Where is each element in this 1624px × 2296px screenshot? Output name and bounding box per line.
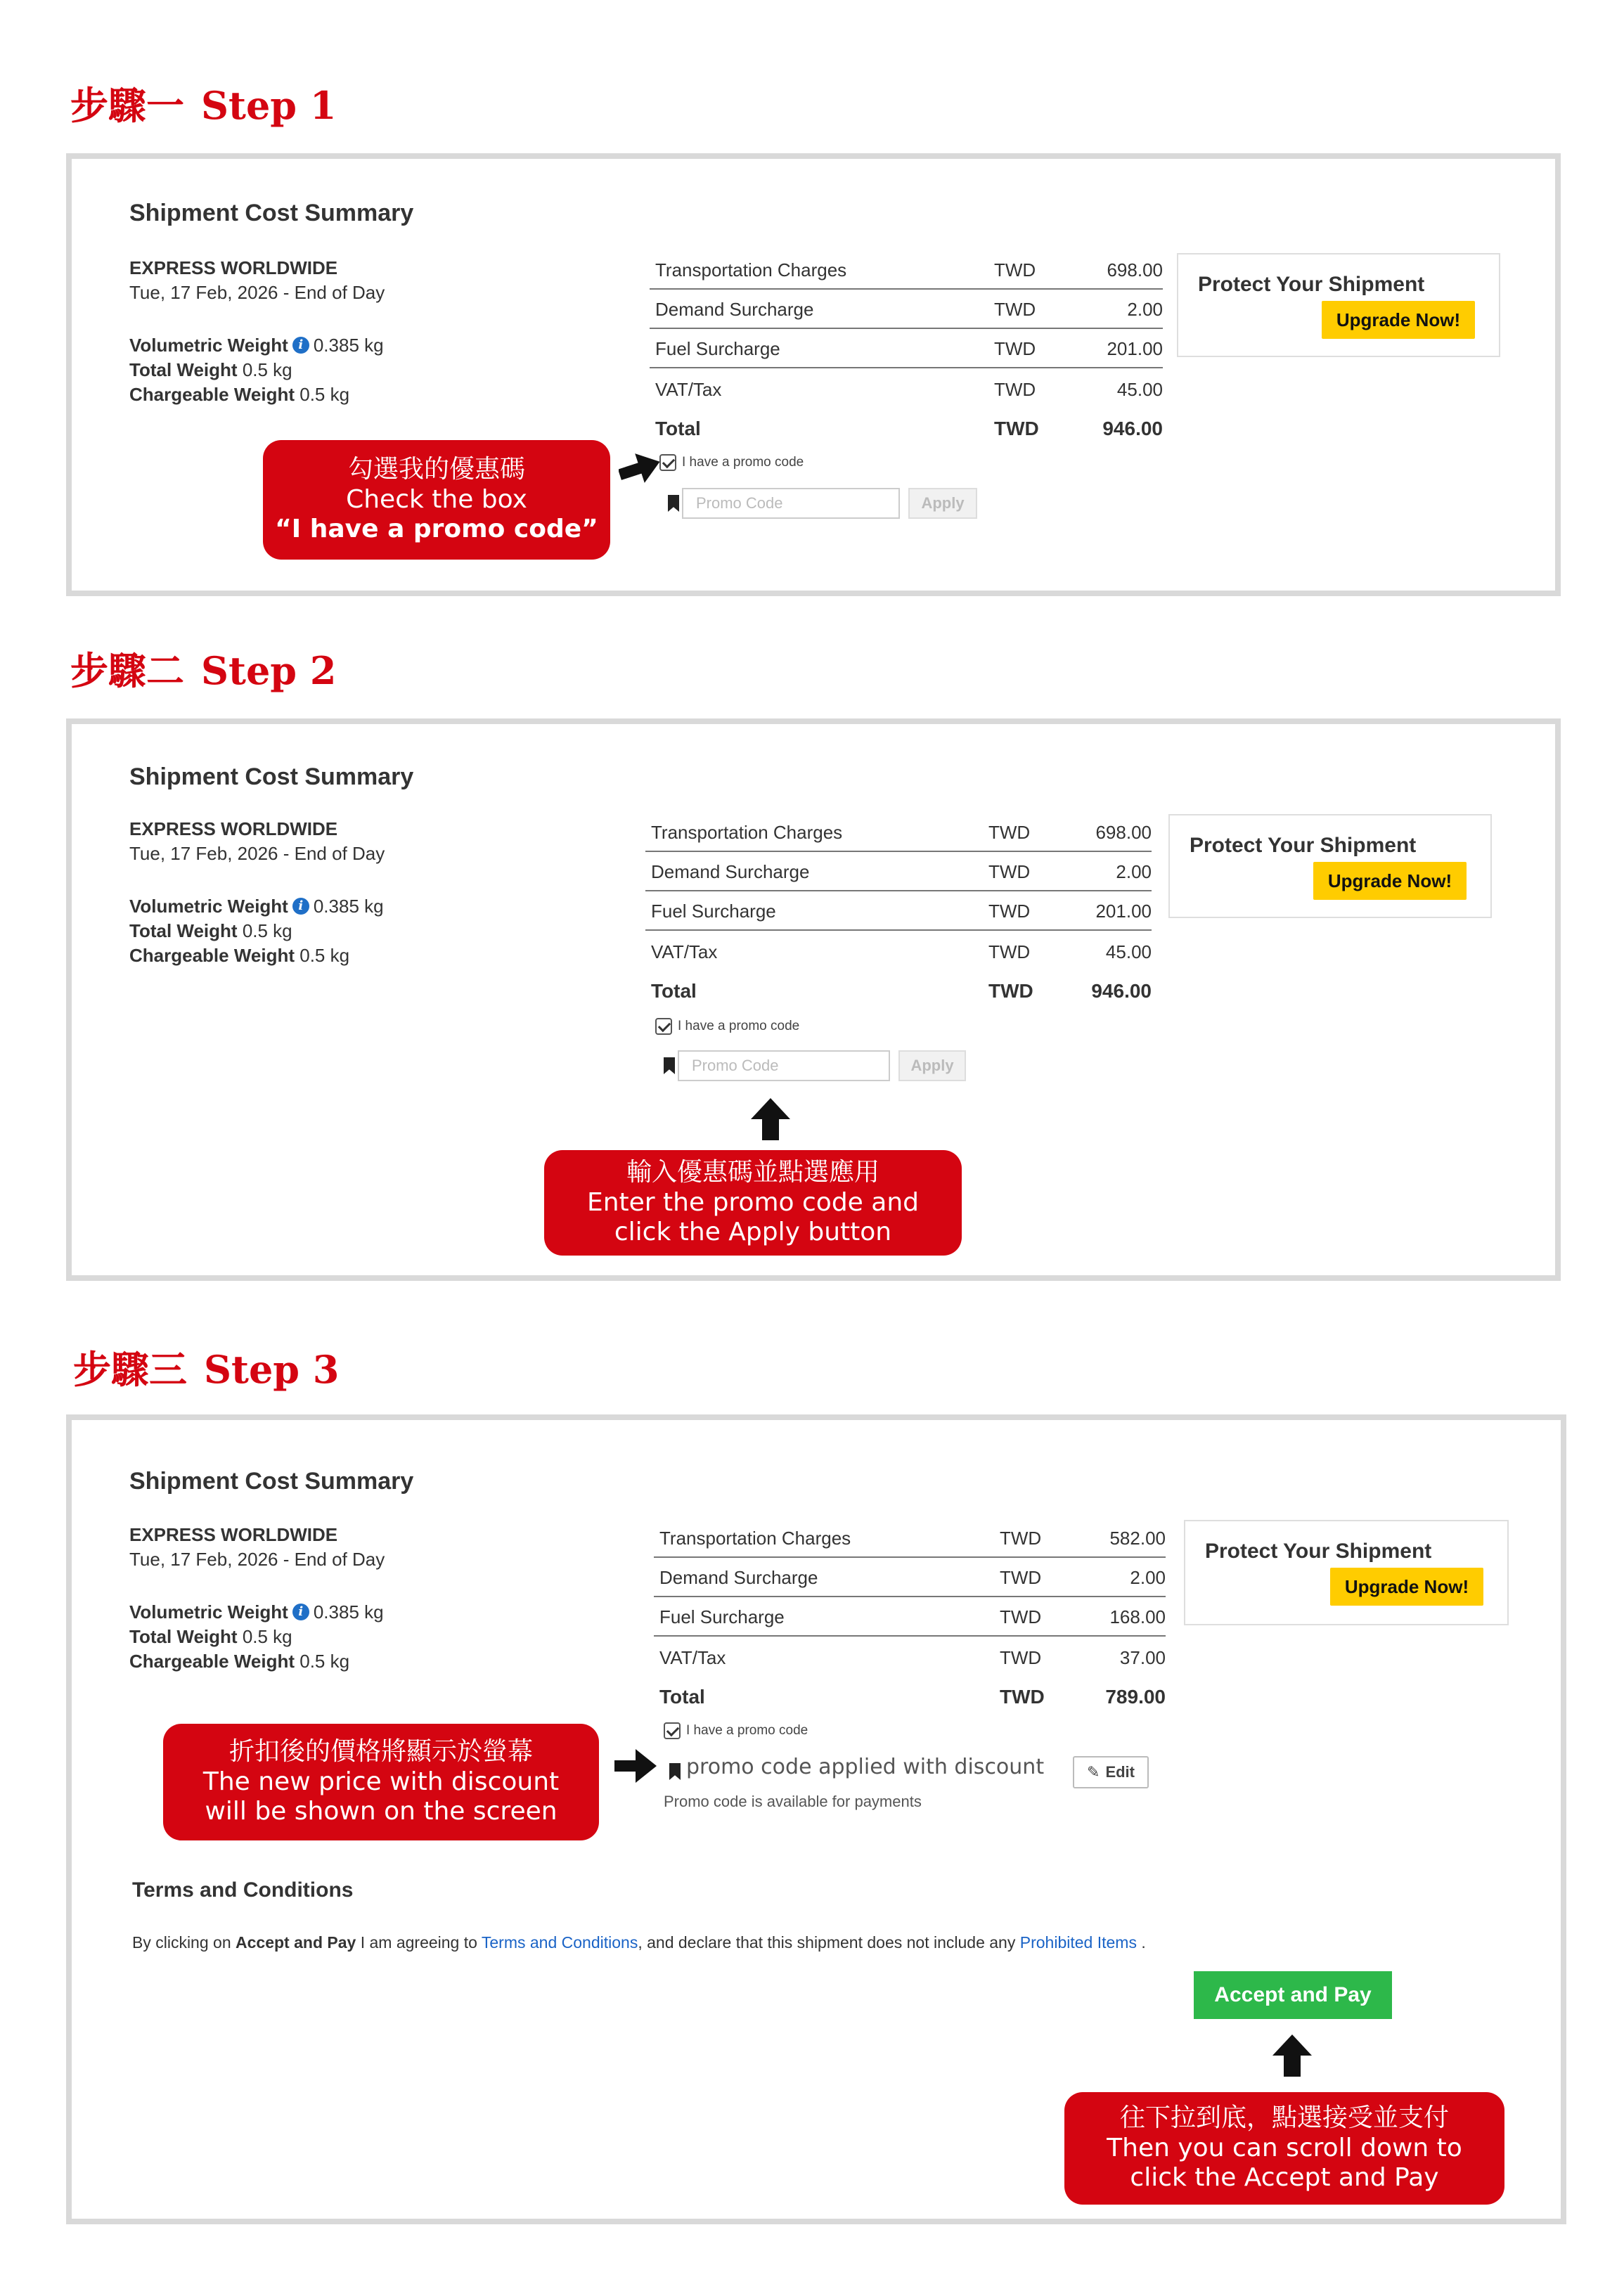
promo-code-input[interactable]: Promo Code bbox=[682, 488, 900, 519]
pencil-icon: ✎ bbox=[1087, 1763, 1100, 1781]
volumetric-weight: Volumetric Weight i 0.385 kg bbox=[129, 1601, 384, 1623]
ship-date: Tue, 17 Feb, 2026 - End of Day bbox=[129, 282, 385, 303]
terms-link[interactable]: Terms and Conditions bbox=[481, 1933, 638, 1952]
ship-date: Tue, 17 Feb, 2026 - End of Day bbox=[129, 1549, 385, 1570]
promo-checkbox[interactable]: I have a promo code bbox=[659, 454, 804, 471]
promo-applied-text: promo code applied with discount bbox=[686, 1755, 1045, 1779]
info-icon[interactable]: i bbox=[292, 1604, 309, 1620]
edit-promo-button[interactable]: ✎ Edit bbox=[1073, 1756, 1149, 1788]
accept-and-pay-button[interactable]: Accept and Pay bbox=[1194, 1971, 1392, 2019]
charge-row: VAT/Tax TWD 45.00 bbox=[651, 941, 1152, 962]
charge-row: Fuel Surcharge TWD 168.00 bbox=[654, 1597, 1166, 1637]
charge-row: Fuel Surcharge TWD 201.00 bbox=[650, 329, 1163, 368]
summary-title: Shipment Cost Summary bbox=[129, 200, 414, 226]
chargeable-weight: Chargeable Weight 0.5 kg bbox=[129, 384, 350, 405]
service-name: EXPRESS WORLDWIDE bbox=[129, 1524, 338, 1545]
service-name: EXPRESS WORLDWIDE bbox=[129, 257, 338, 278]
charge-row: Transportation Charges TWD 698.00 bbox=[650, 250, 1163, 290]
info-icon[interactable]: i bbox=[292, 898, 309, 915]
step-3-panel bbox=[66, 1414, 1566, 2224]
total-weight: Total Weight 0.5 kg bbox=[129, 920, 292, 941]
step-2-zh: 步驟二 bbox=[70, 649, 184, 693]
charge-row: Transportation Charges TWD 582.00 bbox=[654, 1518, 1166, 1558]
step-3-en: Step 3 bbox=[204, 1347, 340, 1392]
total-weight: Total Weight 0.5 kg bbox=[129, 359, 292, 380]
apply-button[interactable]: Apply bbox=[908, 488, 977, 519]
step-1-title bbox=[70, 76, 336, 130]
callout-step-2: 輸入優惠碼並點選應用 Enter the promo code and click the Apply button bbox=[544, 1150, 962, 1256]
ship-date: Tue, 17 Feb, 2026 - End of Day bbox=[129, 843, 385, 864]
protect-shipment-box bbox=[1168, 814, 1492, 918]
charge-row: Demand Surcharge TWD 2.00 bbox=[645, 852, 1152, 891]
arrow-right-icon bbox=[614, 1749, 657, 1783]
charges-table bbox=[654, 1518, 1166, 1722]
step-2-en: Step 2 bbox=[201, 648, 337, 693]
upgrade-now-button[interactable]: Upgrade Now! bbox=[1313, 862, 1467, 900]
upgrade-now-button[interactable]: Upgrade Now! bbox=[1322, 301, 1475, 339]
protect-shipment-box bbox=[1184, 1520, 1509, 1625]
charge-row: Demand Surcharge TWD 2.00 bbox=[654, 1558, 1166, 1597]
protect-shipment-box bbox=[1177, 253, 1500, 357]
total-row: Total TWD 789.00 bbox=[659, 1686, 1166, 1708]
total-weight: Total Weight 0.5 kg bbox=[129, 1626, 292, 1647]
charge-row: VAT/Tax TWD 37.00 bbox=[659, 1647, 1166, 1668]
info-icon[interactable]: i bbox=[292, 337, 309, 354]
arrow-right-icon bbox=[619, 453, 661, 484]
charge-row: Transportation Charges TWD 698.00 bbox=[645, 813, 1152, 852]
arrow-up-icon bbox=[1272, 2034, 1312, 2077]
service-name: EXPRESS WORLDWIDE bbox=[129, 818, 338, 839]
callout-step-1: 勾選我的優惠碼 Check the box “I have a promo code” bbox=[263, 440, 610, 560]
promo-available-note: Promo code is available for payments bbox=[664, 1793, 922, 1810]
total-row: Total TWD 946.00 bbox=[651, 980, 1152, 1002]
total-row: Total TWD 946.00 bbox=[655, 418, 1163, 439]
chargeable-weight: Chargeable Weight 0.5 kg bbox=[129, 1651, 350, 1672]
protect-title: Protect Your Shipment bbox=[1190, 834, 1417, 857]
protect-title: Protect Your Shipment bbox=[1198, 273, 1425, 296]
checkbox-checked-icon[interactable] bbox=[664, 1722, 681, 1739]
bookmark-icon bbox=[668, 495, 679, 512]
step-2-panel bbox=[66, 718, 1561, 1281]
protect-title: Protect Your Shipment bbox=[1205, 1540, 1432, 1563]
bookmark-icon bbox=[669, 1763, 681, 1780]
promo-checkbox[interactable]: I have a promo code bbox=[664, 1722, 808, 1739]
volumetric-weight: Volumetric Weight i 0.385 kg bbox=[129, 335, 384, 356]
volumetric-weight: Volumetric Weight i 0.385 kg bbox=[129, 896, 384, 917]
charge-row: Demand Surcharge TWD 2.00 bbox=[650, 290, 1163, 329]
checkbox-checked-icon[interactable] bbox=[659, 454, 676, 471]
chargeable-weight: Chargeable Weight 0.5 kg bbox=[129, 945, 350, 966]
bookmark-icon bbox=[664, 1057, 675, 1074]
prohibited-items-link[interactable]: Prohibited Items bbox=[1019, 1933, 1137, 1952]
step-3-zh: 步驟三 bbox=[73, 1348, 187, 1392]
checkbox-checked-icon[interactable] bbox=[655, 1018, 672, 1035]
charge-row: VAT/Tax TWD 45.00 bbox=[655, 379, 1163, 400]
step-1-zh: 步驟一 bbox=[70, 84, 184, 128]
summary-title: Shipment Cost Summary bbox=[129, 763, 414, 790]
callout-step-3-accept: 往下拉到底，點選接受並支付 Then you can scroll down to click the Accept and Pay bbox=[1064, 2092, 1504, 2205]
promo-checkbox[interactable]: I have a promo code bbox=[655, 1018, 799, 1035]
terms-title: Terms and Conditions bbox=[132, 1878, 354, 1902]
apply-button[interactable]: Apply bbox=[898, 1050, 966, 1081]
terms-text: By clicking on Accept and Pay I am agreeing to Terms and Conditions, and declare that this shipment does not include any Prohibited Items . bbox=[132, 1933, 1146, 1952]
promo-code-input[interactable]: Promo Code bbox=[678, 1050, 890, 1081]
charge-row: Fuel Surcharge TWD 201.00 bbox=[645, 891, 1152, 931]
callout-step-3-price: 折扣後的價格將顯示於螢幕 The new price with discount will be shown on the screen bbox=[163, 1724, 599, 1840]
summary-title: Shipment Cost Summary bbox=[129, 1468, 414, 1495]
step-1-panel bbox=[66, 153, 1561, 596]
step-2-title bbox=[70, 641, 336, 695]
upgrade-now-button[interactable]: Upgrade Now! bbox=[1330, 1568, 1483, 1606]
arrow-up-icon bbox=[751, 1098, 790, 1140]
step-1-en: Step 1 bbox=[201, 83, 337, 128]
charges-table bbox=[650, 250, 1163, 454]
charges-table bbox=[645, 813, 1152, 1017]
step-3-title bbox=[73, 1340, 339, 1394]
